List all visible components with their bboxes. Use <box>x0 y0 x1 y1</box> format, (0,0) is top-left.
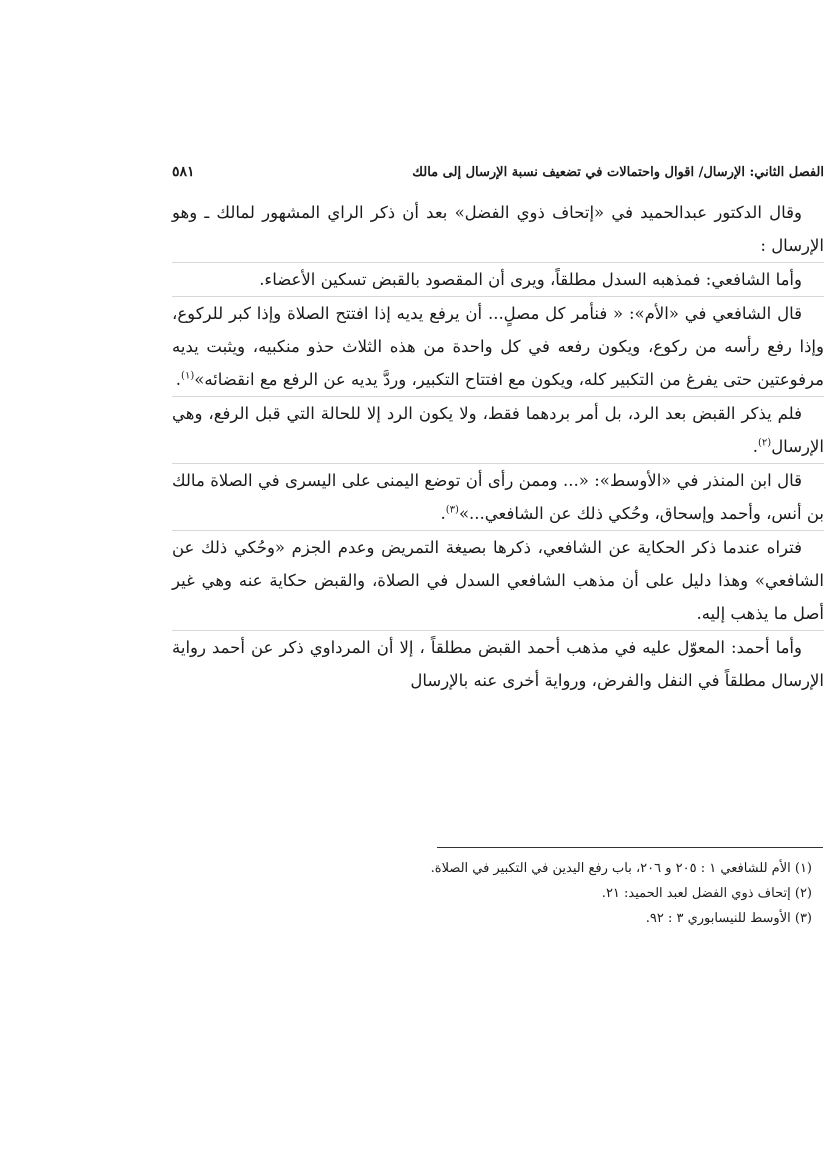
paragraph <box>172 262 824 296</box>
main-text <box>172 196 824 697</box>
paragraph-text: فتراه عندما ذكر الحكاية عن الشافعي، ذكرها بصيغة التمريض وعدم الجزم «وحُكي ذلك عن الشافعي» وهذا دليل على أن مذهب الشافعي السدل في الصلاة، والقبض حكاية عنه وهي غير أصل ما يذهب إليه. <box>172 538 824 623</box>
footnote-ref[interactable]: (١) <box>181 370 195 382</box>
paragraph-text: وأما الشافعي: فمذهبه السدل مطلقاً، ويرى أن المقصود بالقبض تسكين الأعضاء. <box>259 270 802 289</box>
paragraph <box>172 396 824 463</box>
chapter-title: الفصل الثاني: الإرسال/ اقوال واحتمالات في تضعيف نسبة الإرسال إلى مالك <box>412 164 824 180</box>
paragraph-text: فلم يذكر القبض بعد الرد، بل أمر بردهما فقط، ولا يكون الرد إلا للحالة التي قبل الرفع، وهي الإرسال <box>172 404 824 456</box>
page-number: ٥٨١ <box>172 164 195 180</box>
running-header <box>172 160 824 184</box>
paragraph-text: وقال الدكتور عبدالحميد في «إتحاف ذوي الفضل» بعد أن ذكر الراي المشهور لمالك ـ وهو الإرسال : <box>172 203 824 255</box>
paragraph-text: قال ابن المنذر في «الأوسط»: «... وممن رأى أن توضع اليمنى على اليسرى في الصلاة مالك بن أنس، وأحمد وإسحاق، وحُكي ذلك عن الشافعي...» <box>172 471 824 523</box>
paragraph-text: وأما أحمد: المعوّل عليه في مذهب أحمد القبض مطلقاً ، إلا أن المرداوي ذكر عن أحمد رواية الإرسال مطلقاً في النفل والفرض، ورواية أخرى عنه بالإرسال <box>172 638 824 690</box>
footnote: (٣) الأوسط للنيسابوري ٣ : ٩٢. <box>645 911 812 926</box>
footnote: (١) الأم للشافعي ١ : ٢٠٥ و ٢٠٦، باب رفع اليدين في التكبير في الصلاة. <box>430 861 812 876</box>
footnote-ref[interactable]: (٣) <box>445 504 459 516</box>
paragraph <box>172 296 824 396</box>
paragraph <box>172 196 824 262</box>
footnotes <box>172 856 824 931</box>
paragraph-tail: . <box>440 504 446 523</box>
footnote-ref[interactable]: (٢) <box>758 437 772 449</box>
paragraph <box>172 630 824 697</box>
paragraph-tail: . <box>175 370 182 389</box>
paragraph <box>172 463 824 530</box>
footnote: (٢) إتحاف ذوي الفضل لعبد الحميد: ٢١. <box>601 886 812 901</box>
paragraph-text: قال الشافعي في «الأم»: « فنأمر كل مصلٍ... أن يرفع يديه إذا افتتح الصلاة وإذا كبر للركوع، وإذا رفع رأسه من ركوع، ويكون رفعه في كل واحدة من هذه الثلاث حذو منكبيه، ويثبت يديه مرفوعتين حتى يفرغ من التكبير كله، ويكون مع افتتاح التكبير، وردَّ يديه عن الرفع مع انقضائه» <box>172 304 824 389</box>
paragraph <box>172 530 824 630</box>
footnote-divider <box>437 847 823 848</box>
paragraph-tail: . <box>752 437 758 456</box>
